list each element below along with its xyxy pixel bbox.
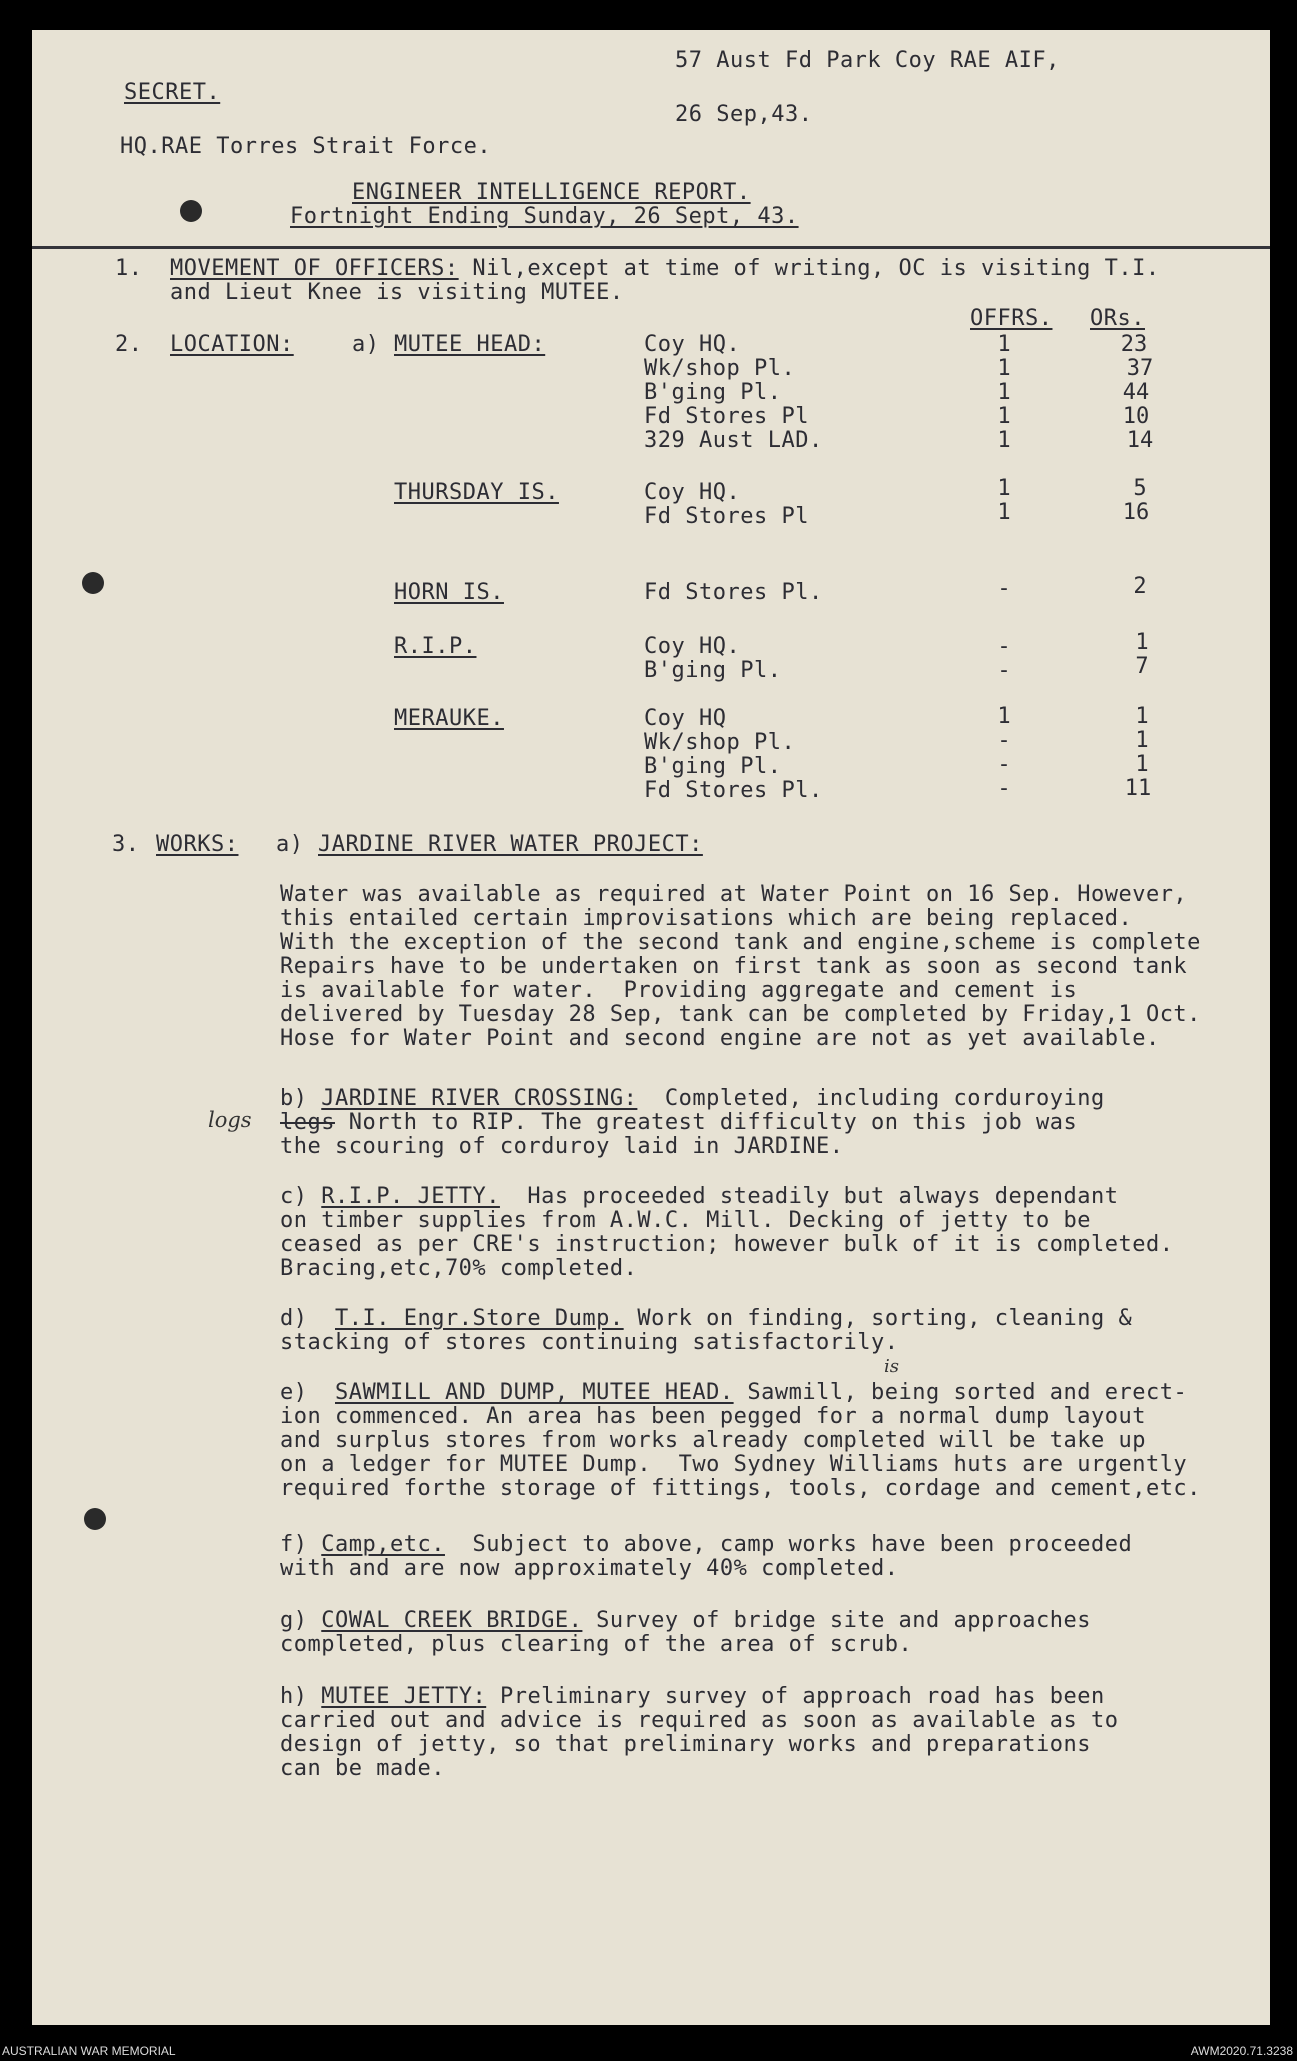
location-unit: Coy HQ. [644, 634, 741, 659]
item-d-heading: T.I. Engr.Store Dump. [335, 1306, 624, 1331]
location-unit: B'ging Pl. [644, 380, 782, 405]
paragraph-line: Hose for Water Point and second engine are not as yet available. [280, 1026, 1160, 1051]
location-unit: Wk/shop Pl. [644, 730, 796, 755]
ors-count: 11 [1124, 776, 1152, 801]
officers-count: 1 [997, 380, 1011, 405]
paragraph-line: With the exception of the second tank and engine,scheme is complete [280, 930, 1201, 955]
paragraph-line: on timber supplies from A.W.C. Mill. Decking of jetty to be [280, 1208, 1091, 1233]
footer-accession: AWM2020.71.3238 [1190, 2044, 1293, 2058]
section-1-heading: MOVEMENT OF OFFICERS: [170, 256, 459, 281]
item-c-prefix: c) [280, 1184, 308, 1209]
secret-marking: SECRET. [124, 80, 221, 105]
officers-count: - [997, 728, 1011, 753]
item-c-text: Has proceeded steadily but always dependant [499, 1184, 1119, 1209]
section-1-line2: and Lieut Knee is visiting MUTEE. [170, 280, 624, 305]
item-e-text: Sawmill, being sorted and erect- [733, 1380, 1188, 1405]
punch-hole [180, 200, 202, 222]
location-unit: Fd Stores Pl. [644, 778, 823, 803]
paragraph-line: required forthe storage of fittings, tools, cordage and cement,etc. [280, 1476, 1201, 1501]
section-2-heading: LOCATION: [170, 332, 294, 357]
ors-count: 16 [1122, 500, 1150, 525]
ors-count: 1 [1135, 728, 1149, 753]
section-1-text: Nil,except at time of writing, OC is visiting T.I. [458, 256, 1160, 281]
item-f-heading: Camp,etc. [321, 1532, 445, 1557]
location-unit: 329 Aust LAD. [644, 428, 823, 453]
section-3-heading: WORKS: [156, 832, 239, 857]
item-g-prefix: g) [280, 1608, 308, 1633]
item-g-line1 [280, 1608, 1091, 1634]
paragraph-line: Bracing,etc,70% completed. [280, 1256, 638, 1281]
column-header-officers: OFFRS. [970, 306, 1053, 331]
handwritten-correction: logs [208, 1108, 252, 1132]
report-title: ENGINEER INTELLIGENCE REPORT. [352, 180, 751, 205]
report-date: 26 Sep,43. [675, 102, 813, 127]
location-horn-is: HORN IS. [394, 580, 504, 605]
location-unit: Coy HQ [644, 706, 727, 731]
paragraph-line: this entailed certain improvisations which are being replaced. [280, 906, 1133, 931]
addressee: HQ.RAE Torres Strait Force. [120, 134, 492, 159]
location-unit: Coy HQ. [644, 480, 741, 505]
item-b-prefix: b) [280, 1086, 308, 1111]
item-c-line1 [280, 1184, 1118, 1210]
location-unit: B'ging Pl. [644, 658, 782, 683]
item-d-prefix: d) [280, 1306, 308, 1331]
ors-count: 44 [1122, 380, 1150, 405]
item-f-text: Subject to above, camp works have been proceeded [444, 1532, 1133, 1557]
officers-count: 1 [997, 356, 1011, 381]
officers-count: 1 [997, 404, 1011, 429]
officers-count: - [997, 776, 1011, 801]
item-e-line1 [280, 1380, 1187, 1406]
item-d-text: Work on finding, sorting, cleaning & [623, 1306, 1133, 1331]
ors-count: 5 [1133, 476, 1147, 501]
punch-hole [84, 1508, 106, 1530]
location-merauke: MERAUKE. [394, 706, 504, 731]
paragraph-line: ion commenced. An area has been pegged for a normal dump layout [280, 1404, 1146, 1429]
ors-count: 14 [1126, 428, 1154, 453]
location-unit: Fd Stores Pl [644, 404, 809, 429]
item-b-heading: JARDINE RIVER CROSSING: [321, 1086, 638, 1111]
location-unit: B'ging Pl. [644, 754, 782, 779]
item-c-heading: R.I.P. JETTY. [321, 1184, 500, 1209]
location-unit: Coy HQ. [644, 332, 741, 357]
location-thursday-is: THURSDAY IS. [394, 480, 559, 505]
officers-count: - [997, 752, 1011, 777]
paragraph-line: design of jetty, so that preliminary works and preparations [280, 1732, 1091, 1757]
paragraph-line: the scouring of corduroy laid in JARDINE. [280, 1134, 844, 1159]
item-f-line1 [280, 1532, 1132, 1558]
paragraph-line: carried out and advice is required as soon as available as to [280, 1708, 1119, 1733]
document-page [32, 30, 1270, 2025]
item-h-text: Preliminary survey of approach road has been [486, 1684, 1105, 1709]
struck-word: legs [280, 1110, 335, 1135]
ors-count: 23 [1120, 332, 1148, 357]
paragraph-line: completed, plus clearing of the area of scrub. [280, 1632, 913, 1657]
officers-count: - [997, 576, 1011, 601]
item-b-text: Completed, including corduroying [637, 1086, 1105, 1111]
paragraph-line: ceased as per CRE's instruction; however bulk of it is completed. [280, 1232, 1174, 1257]
item-b-text: North to RIP. The greatest difficulty on this job was [334, 1110, 1078, 1135]
divider-rule [32, 246, 1270, 249]
officers-count: 1 [997, 476, 1011, 501]
footer-credit: AUSTRALIAN WAR MEMORIAL [2, 2044, 176, 2058]
item-g-text: Survey of bridge site and approaches [582, 1608, 1091, 1633]
unit-name: 57 Aust Fd Park Coy RAE AIF, [675, 48, 1060, 73]
location-unit: Fd Stores Pl. [644, 580, 823, 605]
location-rip: R.I.P. [394, 634, 477, 659]
section-1-line1 [170, 256, 1160, 282]
item-h-line1 [280, 1684, 1105, 1710]
item-h-heading: MUTEE JETTY: [321, 1684, 487, 1709]
ors-count: 2 [1133, 574, 1147, 599]
item-d-line1 [280, 1306, 1132, 1332]
item-b-line2 [280, 1110, 1077, 1136]
paragraph-line: and surplus stores from works already completed will be take up [280, 1428, 1146, 1453]
officers-count: - [997, 658, 1011, 683]
officers-count: 1 [997, 332, 1011, 357]
officers-count: - [997, 634, 1011, 659]
location-unit: Wk/shop Pl. [644, 356, 796, 381]
handwritten-annotation: is [884, 1356, 899, 1377]
paragraph-line: can be made. [280, 1756, 445, 1781]
section-1-number: 1. [115, 256, 143, 281]
location-prefix: a) [352, 332, 380, 357]
ors-count: 1 [1135, 704, 1149, 729]
item-e-prefix: e) [280, 1380, 308, 1405]
officers-count: 1 [997, 704, 1011, 729]
paragraph-line: with and are now approximately 40% completed. [280, 1556, 899, 1581]
paragraph-line: Repairs have to be undertaken on first tank as soon as second tank [280, 954, 1188, 979]
item-a-heading: JARDINE RIVER WATER PROJECT: [318, 832, 703, 857]
officers-count: 1 [997, 428, 1011, 453]
paragraph-line: delivered by Tuesday 28 Sep, tank can be completed by Friday,1 Oct. [280, 1002, 1201, 1027]
item-a-prefix: a) [276, 832, 304, 857]
punch-hole [82, 572, 104, 594]
ors-count: 1 [1135, 630, 1149, 655]
ors-count: 10 [1122, 404, 1150, 429]
section-3-number: 3. [112, 832, 140, 857]
paragraph-line: is available for water. Providing aggregate and cement is [280, 978, 1078, 1003]
column-header-other-ranks: ORs. [1090, 306, 1145, 331]
ors-count: 1 [1135, 752, 1149, 777]
item-f-prefix: f) [280, 1532, 308, 1557]
ors-count: 7 [1135, 654, 1149, 679]
item-e-heading: SAWMILL AND DUMP, MUTEE HEAD. [335, 1380, 734, 1405]
item-g-heading: COWAL CREEK BRIDGE. [321, 1608, 583, 1633]
officers-count: 1 [997, 500, 1011, 525]
item-b-line1 [280, 1086, 1105, 1112]
report-subtitle: Fortnight Ending Sunday, 26 Sept, 43. [290, 204, 799, 229]
ors-count: 37 [1126, 356, 1154, 381]
item-h-prefix: h) [280, 1684, 308, 1709]
location-unit: Fd Stores Pl [644, 504, 809, 529]
section-2-number: 2. [115, 332, 143, 357]
paragraph-line: Water was available as required at Water Point on 16 Sep. However, [280, 882, 1188, 907]
location-mutee-head: MUTEE HEAD: [394, 332, 546, 357]
paragraph-line: stacking of stores continuing satisfactorily. [280, 1330, 899, 1355]
paragraph-line: on a ledger for MUTEE Dump. Two Sydney Williams huts are urgently [280, 1452, 1188, 1477]
